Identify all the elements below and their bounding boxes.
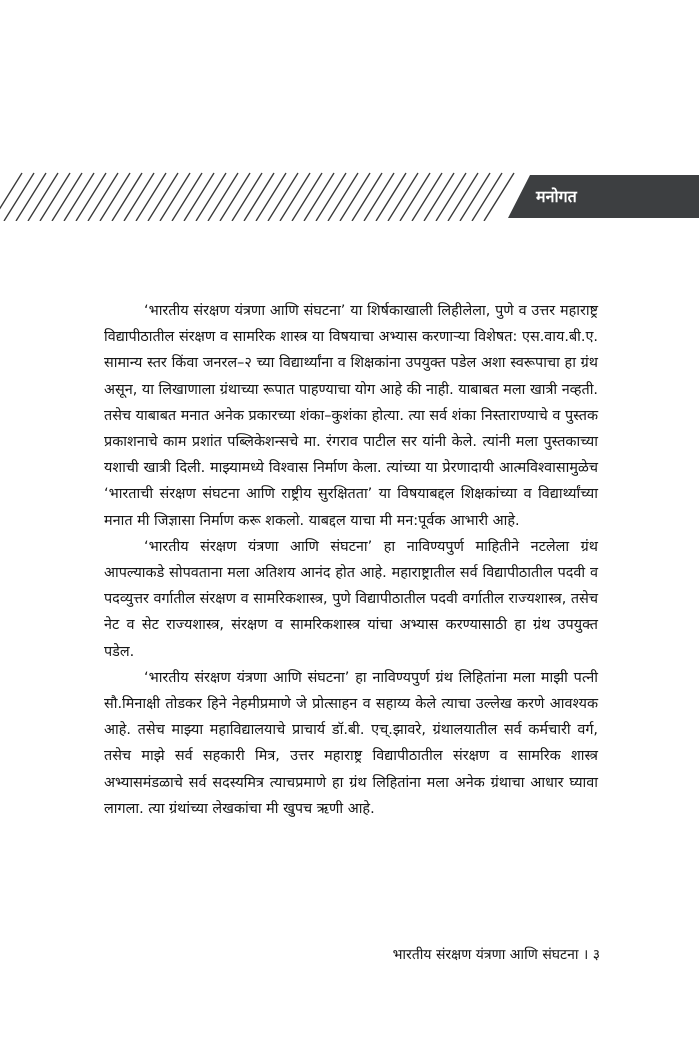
chapter-title: मनोगत	[536, 187, 577, 206]
diagonal-stripes-decoration	[0, 171, 520, 221]
preface-paragraph-1: ‘भारतीय संरक्षण यंत्रणा आणि संघटना’ या शिर्षकाखाली लिहीलेला, पुणे व उत्तर महाराष्ट्र विद्यापीठातील संरक्षण व सामरिक शास्त्र या विषयाचा अभ्यास करणाऱ्या विशेषत: एस.वाय.बी.ए. सामान्य स्तर किंवा जनरल–२ च्या विद्यार्थ्यांना व शिक्षकांना उपयुक्त पडेल अशा स्वरूपाचा हा ग्रंथ असून, या लिखाणाला ग्रंथाच्या रूपात पाहण्याचा योग आहे की नाही. याबाबत मला खात्री नव्हती. तसेच याबाबत मनात अनेक प्रकारच्या शंका–कुशंका होत्या. त्या सर्व शंका निस्ताराण्याचे व पुस्तक प्रकाशनाचे काम प्रशांत पब्लिकेशन्सचे मा. रंगराव पाटील सर यांनी केले. त्यांनी मला पुस्तकाच्या यशाची खात्री दिली. माझ्यामध्ये विश्वास निर्माण केला. त्यांच्या या प्रेरणादायी आत्मविश्वासामुळेच ‘भारताची संरक्षण संघटना आणि राष्ट्रीय सुरक्षितता’ या विषयाबद्दल शिक्षकांच्या व विद्यार्थ्यांच्या मनात मी जिज्ञासा निर्माण करू शकलो. याबद्दल याचा मी मन:पूर्वक आभारी आहे.	[104, 303, 598, 529]
preface-paragraph-2: ‘भारतीय संरक्षण यंत्रणा आणि संघटना’ हा नाविण्यपुर्ण माहितीने नटलेला ग्रंथ आपल्याकडे सोपवताना मला अतिशय आनंद होत आहे. महाराष्ट्रातील सर्व विद्यापीठातील पदवी व पदव्युत्तर वर्गातील संरक्षण व सामरिकशास्त्र, पुणे विद्यापीठातील पदवी वर्गातील राज्यशास्त्र, तसेच नेट व सेट राज्यशास्त्र, संरक्षण व सामरिकशास्त्र यांचा अभ्यास करण्यासाठी हा ग्रंथ उपयुक्त पडेल.	[104, 538, 598, 660]
preface-paragraph-3: ‘भारतीय संरक्षण यंत्रणा आणि संघटना’ हा नाविण्यपुर्ण ग्रंथ लिहितांना मला माझी पत्नी सौ.मिनाक्षी तोडकर हिने नेहमीप्रमाणे जे प्रोत्साहन व सहाय्य केले त्याचा उल्लेख करणे आवश्यक आहे. तसेच माझ्या महाविद्यालयाचे प्राचार्य डॉ.बी. एच्.झावरे, ग्रंथालयातील सर्व कर्मचारी वर्ग, तसेच माझे सर्व सहकारी मित्र, उत्तर महाराष्ट्र विद्यापीठातील संरक्षण व सामरिक शास्त्र अभ्यासमंडळाचे सर्व सदस्यमित्र त्याचप्रमाणे हा ग्रंथ लिहितांना मला अनेक ग्रंथाचा आधार घ्यावा लागला. त्या ग्रंथांच्या लेखकांचा मी खुपच ऋणी आहे.	[104, 669, 598, 817]
running-footer: भारतीय संरक्षण यंत्रणा आणि संघटना । ३	[392, 947, 600, 963]
chapter-header-band	[0, 171, 699, 221]
preface-body	[104, 298, 598, 822]
